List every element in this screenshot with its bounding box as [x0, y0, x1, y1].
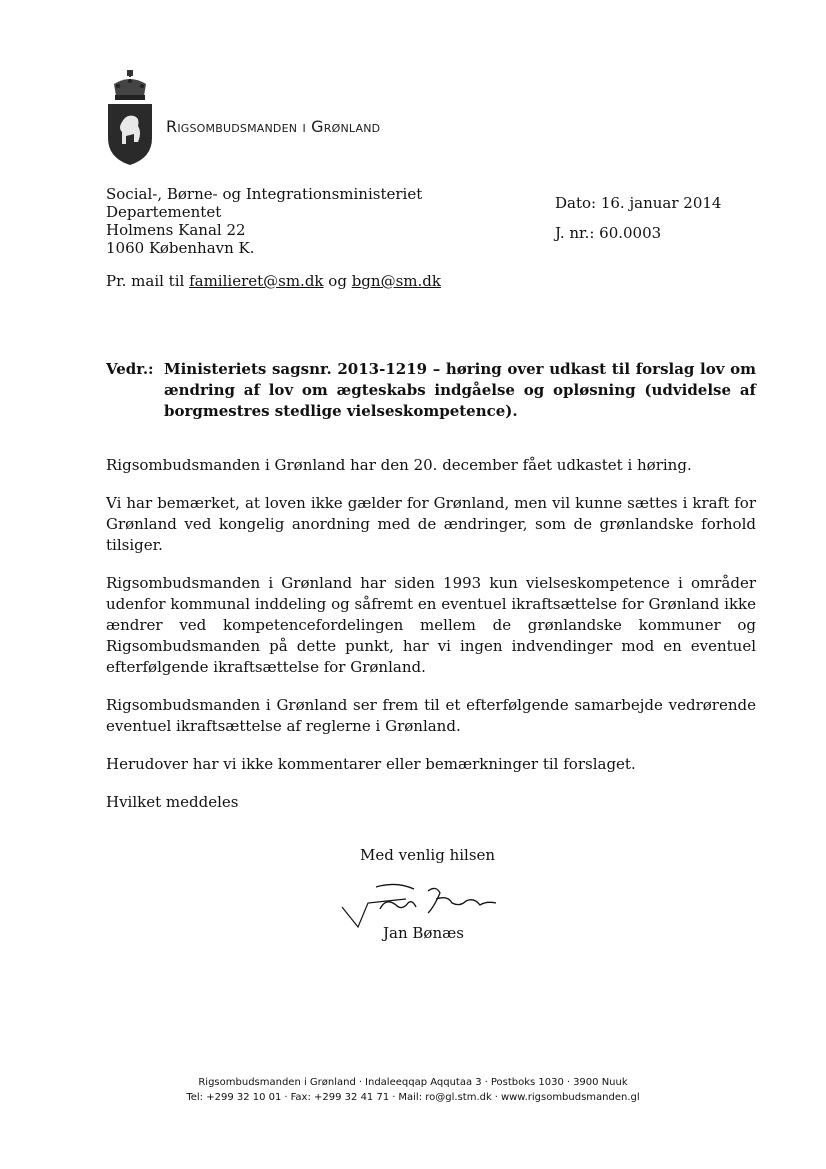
signer-name: Jan Bønæs	[383, 924, 464, 942]
footer-postbox: Postboks 1030	[490, 1077, 564, 1088]
email-link-1[interactable]: familieret@sm.dk	[189, 272, 324, 290]
mail-line	[106, 272, 441, 290]
footer-separator: ·	[392, 1092, 396, 1103]
footer-website[interactable]: www.rigsombudsmanden.gl	[500, 1092, 640, 1103]
recipient-line: Social-, Børne- og Integrationsministeriet	[106, 185, 423, 203]
footer-separator: ·	[566, 1077, 571, 1088]
letter-body	[106, 455, 756, 830]
body-paragraph: Herudover har vi ikke kommentarer eller bemærkninger til forslaget.	[106, 755, 636, 773]
body-paragraph: Rigsombudsmanden i Grønland har den 20. december fået udkastet i høring.	[106, 456, 692, 474]
recipient-line: 1060 København K.	[106, 239, 255, 257]
institution-name: Rigsombudsmanden i Grønland	[166, 117, 381, 136]
footer-fax: Fax: +299 32 41 71	[290, 1092, 390, 1103]
footer-street: Indaleeqqap Aqqutaa 3	[365, 1077, 482, 1088]
footer-org: Rigsombudsmanden i Grønland	[198, 1077, 356, 1088]
footer-phone: Tel: +299 32 10 01	[186, 1092, 282, 1103]
footer-line-1	[0, 1075, 826, 1090]
coat-of-arms-icon	[104, 70, 156, 166]
subject-block	[106, 359, 756, 422]
letter-meta	[555, 188, 721, 248]
footer-separator: ·	[494, 1092, 498, 1103]
subject-label: Vedr.:	[106, 360, 154, 378]
letter-date: Dato: 16. januar 2014	[555, 194, 722, 212]
subject-text: Ministeriets sagsnr. 2013-1219 – høring over udkast til forslag lov om ændring af lov om ægteskabs indgåelse og opløsning (udvidelse af borgmestres stedlige vielseskompetence).	[164, 360, 756, 420]
mail-conjunction: og	[323, 272, 352, 290]
closing-greeting: Med venlig hilsen	[360, 846, 496, 864]
body-paragraph: Hvilket meddeles	[106, 793, 239, 811]
footer-line-2	[0, 1090, 826, 1105]
page-footer	[0, 1075, 826, 1105]
footer-mail[interactable]: Mail: ro@gl.stm.dk	[398, 1092, 492, 1103]
recipient-line: Departementet	[106, 203, 222, 221]
footer-separator: ·	[358, 1077, 363, 1088]
footer-separator: ·	[484, 1077, 488, 1088]
mail-prefix: Pr. mail til	[106, 272, 190, 290]
email-link-2[interactable]: bgn@sm.dk	[351, 272, 441, 290]
journal-number: J. nr.: 60.0003	[555, 224, 662, 242]
footer-separator: ·	[284, 1092, 288, 1103]
body-paragraph: Rigsombudsmanden i Grønland har siden 1993 kun vielseskompetence i områder udenfor kommunal inddeling og såfremt en eventuel ikraftsættelse for Grønland ikke ændrer ved kompetencefordelingen mellem de grønlandske kommuner og Rigsombudsmanden på dette punkt, har vi ingen indvendinger mod en eventuel efterfølgende ikraftsættelse for Grønland.	[106, 574, 756, 676]
footer-city: 3900 Nuuk	[573, 1077, 628, 1088]
body-paragraph: Vi har bemærket, at loven ikke gælder for Grønland, men vil kunne sættes i kraft for Grønland ved kongelig anordning med de ændringer, som de grønlandske forhold tilsiger.	[106, 494, 756, 554]
body-paragraph: Rigsombudsmanden i Grønland ser frem til et efterfølgende samarbejde vedrørende eventuel ikraftsættelse af reglerne i Grønland.	[106, 696, 756, 735]
recipient-line: Holmens Kanal 22	[106, 221, 246, 239]
recipient-address	[106, 185, 422, 257]
